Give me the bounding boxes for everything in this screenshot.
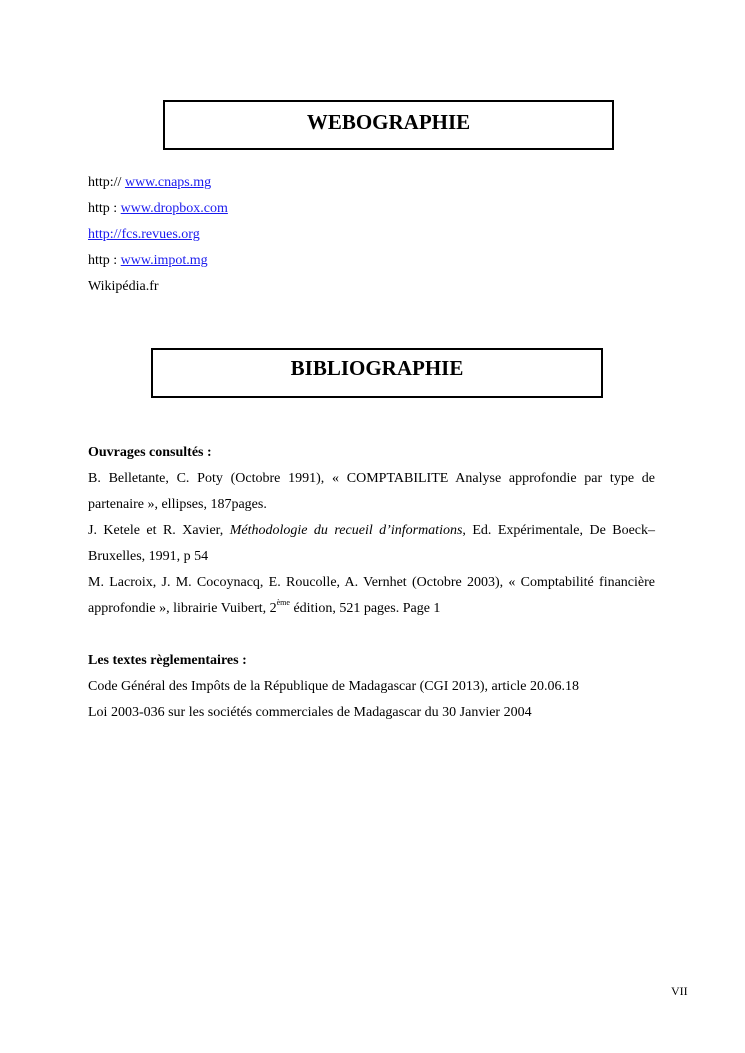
webographie-list — [88, 170, 648, 300]
web-entry-wikipedia — [88, 274, 648, 300]
web-entry-text: Wikipédia.fr — [88, 279, 159, 294]
spacer — [88, 622, 655, 648]
link-impot[interactable]: www.impot.mg — [120, 253, 208, 268]
web-entry-impot — [88, 248, 648, 274]
webographie-title: WEBOGRAPHIE — [306, 110, 471, 134]
reference-ketele-title: Méthodologie du recueil d’informations — [229, 523, 463, 538]
web-entry-prefix: http:// — [88, 175, 125, 190]
web-entry-prefix: http : — [88, 253, 121, 268]
bibliographie-title-box — [151, 348, 603, 398]
textes-heading: Les textes règlementaires : — [88, 653, 247, 668]
page-number: VII — [671, 984, 688, 998]
reference-lacroix-details: édition, 521 pages. Page 1 — [289, 601, 441, 616]
reference-ketele-authors: J. Ketele et R. Xavier, — [88, 523, 230, 538]
web-entry-fcs — [88, 222, 648, 248]
reference-ketele-details: , Ed. Expérimentale, De Boeck–Bruxelles, 1991, p 54 — [88, 523, 655, 564]
ouvrages-heading: Ouvrages consultés : — [88, 445, 212, 460]
reference-ketele — [88, 518, 655, 570]
texte-loi: Loi 2003-036 sur les sociétés commerciales de Madagascar du 30 Janvier 2004 — [88, 705, 532, 720]
reference-lacroix — [88, 570, 655, 622]
bibliographie-content — [88, 440, 655, 726]
web-entry-cnaps — [88, 170, 648, 196]
link-fcs-revues[interactable]: http://fcs.revues.org — [88, 227, 200, 242]
web-entry-dropbox — [88, 196, 648, 222]
link-dropbox[interactable]: www.dropbox.com — [120, 201, 228, 216]
reference-belletante: B. Belletante, C. Poty (Octobre 1991), « COMPTABILITE Analyse approfondie par type de partenaire », ellipses, 187pages. — [88, 471, 655, 512]
texte-cgi: Code Général des Impôts de la République de Madagascar (CGI 2013), article 20.06.18 — [88, 679, 580, 694]
reference-lacroix-main: M. Lacroix, J. M. Cocoynacq, E. Roucolle, A. Vernhet (Octobre 2003), « Comptabilité financière approfondie », librairie Vuibert, 2 — [88, 575, 655, 616]
reference-lacroix-superscript: ème — [276, 598, 290, 607]
web-entry-prefix: http : — [88, 201, 121, 216]
webographie-title-box — [163, 100, 614, 150]
bibliographie-title: BIBLIOGRAPHIE — [290, 356, 464, 380]
link-cnaps[interactable]: www.cnaps.mg — [124, 175, 212, 190]
